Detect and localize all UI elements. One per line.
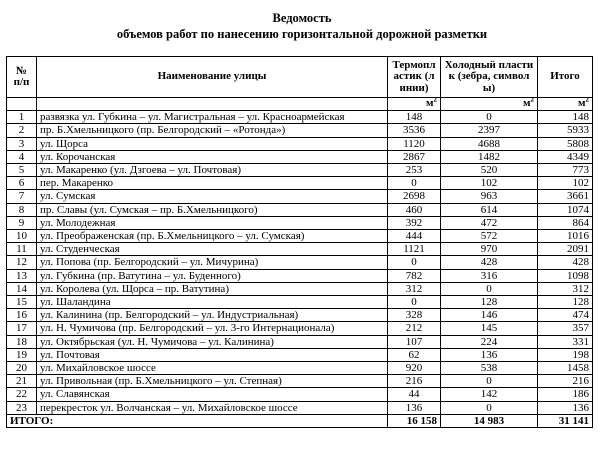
- row-number: 17: [7, 322, 37, 335]
- thermo-value: 782: [388, 269, 441, 282]
- total-value: 1074: [538, 203, 593, 216]
- street-name: ул. Калинина (пр. Белгородский – ул. Индустриальная): [37, 309, 388, 322]
- table-row: [7, 203, 593, 216]
- document-title: [0, 0, 604, 42]
- header-cold: Холодный пластик (зебра, символы): [441, 57, 538, 98]
- cold-value: 520: [441, 164, 538, 177]
- header-total: Итого: [538, 57, 593, 98]
- street-name: пр. Б.Хмельницкого (пр. Белгородский – «Ротонда»): [37, 124, 388, 137]
- thermo-value: 392: [388, 216, 441, 229]
- street-name: перекресток ул. Волчанская – ул. Михайловское шоссе: [37, 401, 388, 414]
- row-number: 9: [7, 216, 37, 229]
- total-value: 1098: [538, 269, 593, 282]
- thermo-value: 2867: [388, 150, 441, 163]
- street-name: развязка ул. Губкина – ул. Магистральная – ул. Красноармейская: [37, 111, 388, 124]
- street-name: пер. Макаренко: [37, 177, 388, 190]
- total-value: 2091: [538, 243, 593, 256]
- header-name: Наименование улицы: [37, 57, 388, 98]
- cold-value: 136: [441, 348, 538, 361]
- cold-value: 4688: [441, 137, 538, 150]
- row-number: 18: [7, 335, 37, 348]
- street-name: ул. Сумская: [37, 190, 388, 203]
- row-number: 4: [7, 150, 37, 163]
- thermo-value: 2698: [388, 190, 441, 203]
- cold-value: 316: [441, 269, 538, 282]
- table-row: [7, 243, 593, 256]
- street-name: ул. Корочанская: [37, 150, 388, 163]
- thermo-value: 920: [388, 362, 441, 375]
- row-number: 5: [7, 164, 37, 177]
- row-number: 10: [7, 230, 37, 243]
- street-name: ул. Губкина (пр. Ватутина – ул. Буденного): [37, 269, 388, 282]
- totals-thermo: 16 158: [388, 414, 441, 427]
- thermo-value: 0: [388, 296, 441, 309]
- total-value: 102: [538, 177, 593, 190]
- thermo-value: 212: [388, 322, 441, 335]
- total-value: 1016: [538, 230, 593, 243]
- street-name: ул. Щорса: [37, 137, 388, 150]
- table-row: [7, 322, 593, 335]
- row-number: 3: [7, 137, 37, 150]
- street-name: ул. Н. Чумичова (пр. Белгородский – ул. 3-го Интернационала): [37, 322, 388, 335]
- table-row: [7, 216, 593, 229]
- thermo-value: 444: [388, 230, 441, 243]
- row-number: 6: [7, 177, 37, 190]
- header-thermo: Термопластик (линии): [388, 57, 441, 98]
- row-number: 15: [7, 296, 37, 309]
- thermo-value: 136: [388, 401, 441, 414]
- thermo-value: 148: [388, 111, 441, 124]
- street-name: ул. Макаренко (ул. Дзгоева – ул. Почтовая): [37, 164, 388, 177]
- street-name: ул. Шаландина: [37, 296, 388, 309]
- totals-label: ИТОГО:: [7, 414, 388, 427]
- thermo-value: 1120: [388, 137, 441, 150]
- unit-cold: $м^2$: [441, 98, 538, 111]
- table-row: [7, 362, 593, 375]
- row-number: 21: [7, 375, 37, 388]
- thermo-value: 3536: [388, 124, 441, 137]
- table-row: [7, 190, 593, 203]
- cold-value: 0: [441, 401, 538, 414]
- total-value: 3661: [538, 190, 593, 203]
- row-number: 1: [7, 111, 37, 124]
- table-row: [7, 230, 593, 243]
- table-row: [7, 296, 593, 309]
- street-name: ул. Преображенская (пр. Б.Хмельницкого – ул. Сумская): [37, 230, 388, 243]
- table-row: [7, 309, 593, 322]
- street-name: пр. Славы (ул. Сумская – пр. Б.Хмельницкого): [37, 203, 388, 216]
- table-row: [7, 335, 593, 348]
- cold-value: 472: [441, 216, 538, 229]
- cold-value: 0: [441, 111, 538, 124]
- table-row: [7, 256, 593, 269]
- header-num: № п/п: [7, 57, 37, 98]
- street-name: ул. Привольная (пр. Б.Хмельницкого – ул. Степная): [37, 375, 388, 388]
- cold-value: 572: [441, 230, 538, 243]
- total-value: 331: [538, 335, 593, 348]
- unit-thermo: $м^2$: [388, 98, 441, 111]
- thermo-value: 460: [388, 203, 441, 216]
- table-row: [7, 388, 593, 401]
- cold-value: 963: [441, 190, 538, 203]
- cold-value: 1482: [441, 150, 538, 163]
- total-value: 1458: [538, 362, 593, 375]
- thermo-value: 62: [388, 348, 441, 361]
- table-row: [7, 137, 593, 150]
- total-value: 4349: [538, 150, 593, 163]
- total-value: 428: [538, 256, 593, 269]
- cold-value: 0: [441, 282, 538, 295]
- street-name: ул. Молодежная: [37, 216, 388, 229]
- totals-sum: 31 141: [538, 414, 593, 427]
- row-number: 11: [7, 243, 37, 256]
- total-value: 357: [538, 322, 593, 335]
- total-value: 5933: [538, 124, 593, 137]
- thermo-value: 107: [388, 335, 441, 348]
- cold-value: 128: [441, 296, 538, 309]
- street-name: ул. Октябрьская (ул. Н. Чумичова – ул. Калинина): [37, 335, 388, 348]
- total-value: 186: [538, 388, 593, 401]
- total-value: 128: [538, 296, 593, 309]
- unit-cell-num: [7, 98, 37, 111]
- cold-value: 102: [441, 177, 538, 190]
- total-value: 864: [538, 216, 593, 229]
- row-number: 16: [7, 309, 37, 322]
- thermo-value: 0: [388, 177, 441, 190]
- cold-value: 145: [441, 322, 538, 335]
- total-value: 216: [538, 375, 593, 388]
- total-value: 198: [538, 348, 593, 361]
- unit-total: $м^2$: [538, 98, 593, 111]
- total-value: 474: [538, 309, 593, 322]
- row-number: 12: [7, 256, 37, 269]
- thermo-value: 216: [388, 375, 441, 388]
- cold-value: 146: [441, 309, 538, 322]
- total-value: 136: [538, 401, 593, 414]
- street-name: ул. Королева (ул. Щорса – пр. Ватутина): [37, 282, 388, 295]
- table-row: [7, 401, 593, 414]
- street-name: ул. Михайловское шоссе: [37, 362, 388, 375]
- row-number: 8: [7, 203, 37, 216]
- street-name: ул. Почтовая: [37, 348, 388, 361]
- total-value: 5808: [538, 137, 593, 150]
- table-row: [7, 375, 593, 388]
- totals-cold: 14 983: [441, 414, 538, 427]
- thermo-value: 253: [388, 164, 441, 177]
- row-number: 23: [7, 401, 37, 414]
- table-row: [7, 348, 593, 361]
- unit-cell-name: [37, 98, 388, 111]
- table-row: [7, 164, 593, 177]
- row-number: 22: [7, 388, 37, 401]
- cold-value: 142: [441, 388, 538, 401]
- cold-value: 614: [441, 203, 538, 216]
- table-row: [7, 269, 593, 282]
- table-row: [7, 150, 593, 163]
- table-row: [7, 111, 593, 124]
- cold-value: 970: [441, 243, 538, 256]
- row-number: 14: [7, 282, 37, 295]
- cold-value: 224: [441, 335, 538, 348]
- street-name: ул. Студенческая: [37, 243, 388, 256]
- title-line-2: объемов работ по нанесению горизонтальной дорожной разметки: [116, 27, 488, 41]
- street-name: ул. Попова (пр. Белгородский – ул. Мичурина): [37, 256, 388, 269]
- thermo-value: 44: [388, 388, 441, 401]
- cold-value: 538: [441, 362, 538, 375]
- totals-row: [7, 414, 593, 427]
- row-number: 2: [7, 124, 37, 137]
- thermo-value: 328: [388, 309, 441, 322]
- thermo-value: 312: [388, 282, 441, 295]
- row-number: 13: [7, 269, 37, 282]
- row-number: 19: [7, 348, 37, 361]
- table-row: [7, 124, 593, 137]
- table-row: [7, 177, 593, 190]
- street-name: ул. Славянская: [37, 388, 388, 401]
- total-value: 312: [538, 282, 593, 295]
- total-value: 148: [538, 111, 593, 124]
- row-number: 7: [7, 190, 37, 203]
- cold-value: 2397: [441, 124, 538, 137]
- row-number: 20: [7, 362, 37, 375]
- title-line-1: Ведомость: [272, 11, 332, 25]
- cold-value: 428: [441, 256, 538, 269]
- works-table: [6, 56, 593, 428]
- thermo-value: 0: [388, 256, 441, 269]
- thermo-value: 1121: [388, 243, 441, 256]
- cold-value: 0: [441, 375, 538, 388]
- table-row: [7, 282, 593, 295]
- total-value: 773: [538, 164, 593, 177]
